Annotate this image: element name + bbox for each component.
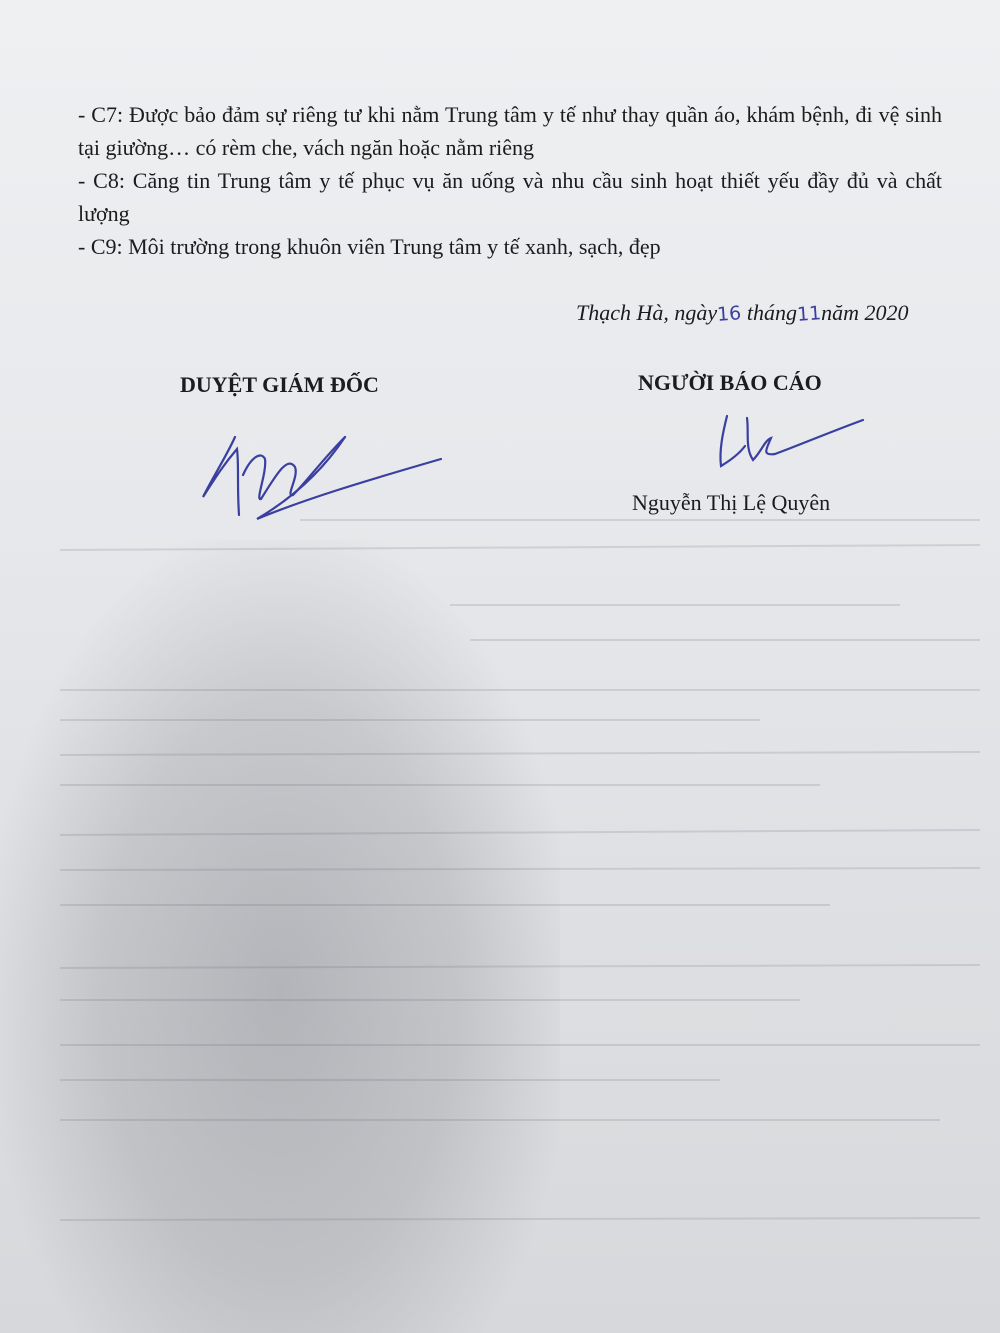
criteria-list bbox=[78, 98, 942, 263]
handwritten-day: 16 bbox=[716, 302, 743, 326]
reporter-name: Nguyễn Thị Lệ Quyên bbox=[632, 490, 831, 515]
criterion-c9: - C9: Môi trường trong khuôn viên Trung tâm y tế xanh, sạch, đẹp bbox=[78, 234, 661, 259]
date-year: năm 2020 bbox=[821, 300, 909, 325]
reporter-signature bbox=[705, 408, 870, 478]
handwritten-month: 11 bbox=[796, 302, 822, 326]
director-signature bbox=[195, 415, 450, 530]
criterion-c7: - C7: Được bảo đảm sự riêng tư khi nằm Trung tâm y tế như thay quần áo, khám bệnh, đi vệ sinh tại giường… có rèm che, vách ngăn hoặc nằm riêng bbox=[78, 102, 942, 160]
date-place-prefix: Thạch Hà, ngày bbox=[576, 300, 718, 325]
approval-title: DUYỆT GIÁM ĐỐC bbox=[180, 372, 379, 397]
criterion-c8: - C8: Căng tin Trung tâm y tế phục vụ ăn uống và nhu cầu sinh hoạt thiết yếu đầy đủ và chất lượng bbox=[78, 168, 942, 226]
reporter-title: NGƯỜI BÁO CÁO bbox=[638, 370, 822, 395]
place-date-line bbox=[576, 300, 956, 326]
shadow-overlay bbox=[0, 540, 560, 1333]
date-month-word: tháng bbox=[746, 300, 797, 325]
